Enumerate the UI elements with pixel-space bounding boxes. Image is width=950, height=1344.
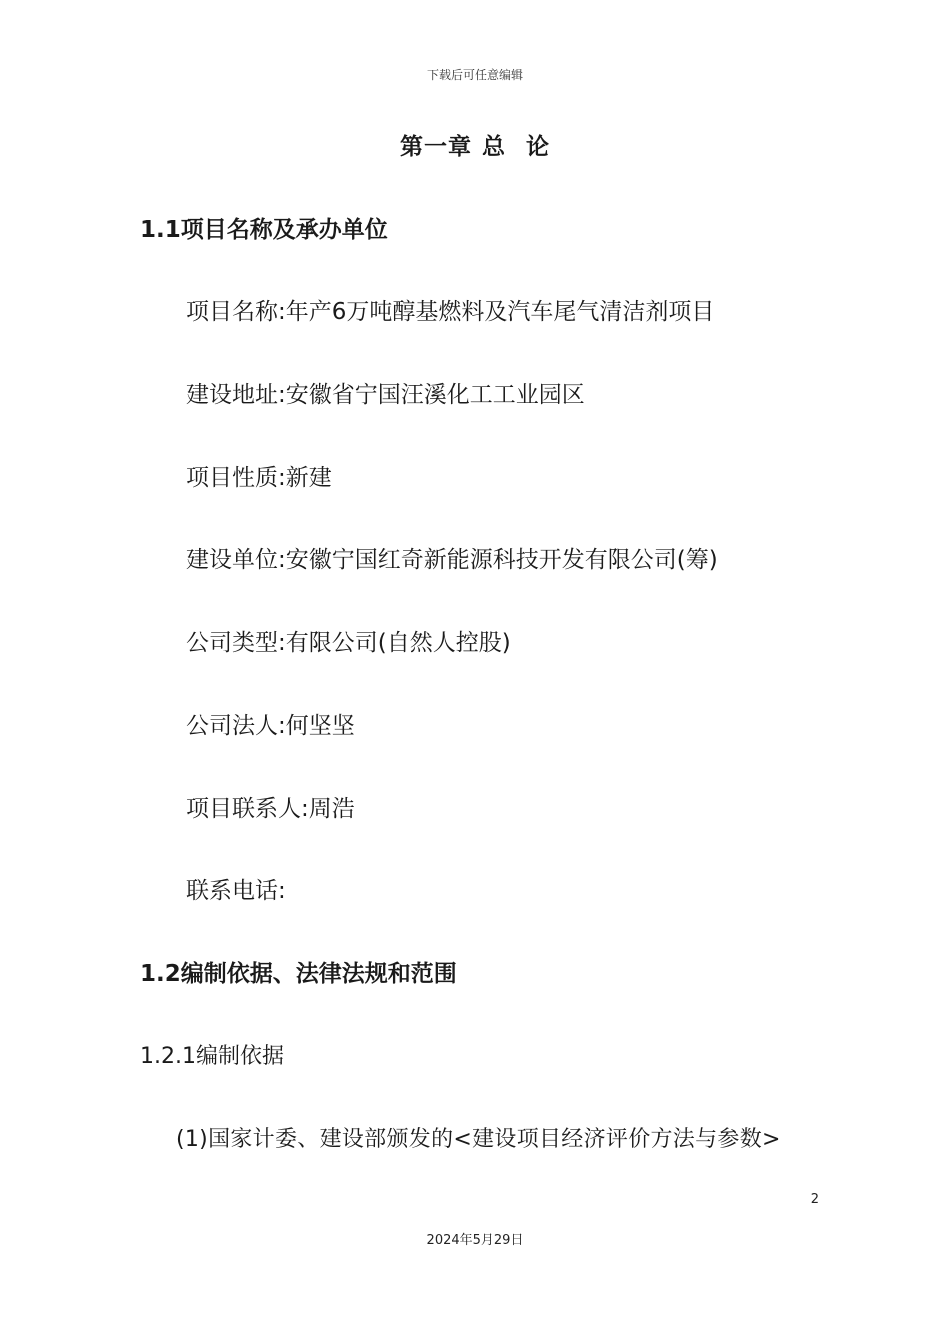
section-heading-1-1: 1.1项目名称及承办单位 — [140, 217, 388, 243]
field-project-nature: 项目性质:新建 — [186, 465, 332, 491]
field-company-type: 公司类型:有限公司(自然人控股) — [186, 630, 511, 656]
field-project-contact: 项目联系人:周浩 — [186, 796, 355, 822]
field-label: 建设地址 — [186, 382, 278, 408]
field-label: 项目名称 — [186, 299, 278, 325]
field-construction-unit: 建设单位:安徽宁国红奇新能源科技开发有限公司(筹) — [186, 547, 718, 573]
field-value: 新建 — [285, 465, 332, 491]
basis-list-item: (1)国家计委、建设部颁发的<建设项目经济评价方法与参数> — [176, 1127, 781, 1152]
field-project-name: 项目名称:年产6万吨醇基燃料及汽车尾气清洁剂项目 — [186, 299, 715, 325]
field-value: 年产6万吨醇基燃料及汽车尾气清洁剂项目 — [285, 299, 715, 325]
field-label: 公司类型 — [186, 630, 278, 656]
page-header-note: 下载后可任意编辑 — [426, 68, 523, 82]
field-construction-address: 建设地址:安徽省宁国汪溪化工工业园区 — [186, 382, 585, 408]
field-value: 安徽省宁国汪溪化工工业园区 — [285, 382, 585, 408]
chapter-title — [0, 128, 950, 161]
section-heading-1-2: 1.2编制依据、法律法规和范围 — [140, 961, 457, 987]
field-value: 何坚坚 — [285, 713, 355, 739]
field-value: 周浩 — [308, 796, 355, 822]
field-label: 项目性质 — [186, 465, 278, 491]
field-label: 公司法人 — [186, 713, 278, 739]
chapter-title-word-2: 论 — [526, 134, 550, 160]
field-value: 安徽宁国红奇新能源科技开发有限公司(筹) — [285, 547, 718, 573]
field-label: 项目联系人 — [186, 796, 301, 822]
field-contact-phone: 联系电话: — [186, 878, 286, 904]
field-legal-representative: 公司法人:何坚坚 — [186, 713, 355, 739]
field-label: 建设单位 — [186, 547, 278, 573]
field-value: 有限公司(自然人控股) — [285, 630, 511, 656]
chapter-title-word-1: 总 — [482, 134, 506, 160]
chapter-title-number: 第一章 — [400, 134, 472, 160]
subsection-heading-1-2-1: 1.2.1编制依据 — [140, 1044, 284, 1069]
field-label: 联系电话 — [186, 878, 278, 904]
footer-date: 2024年5月29日 — [426, 1233, 524, 1248]
page-number: 2 — [810, 1192, 819, 1207]
